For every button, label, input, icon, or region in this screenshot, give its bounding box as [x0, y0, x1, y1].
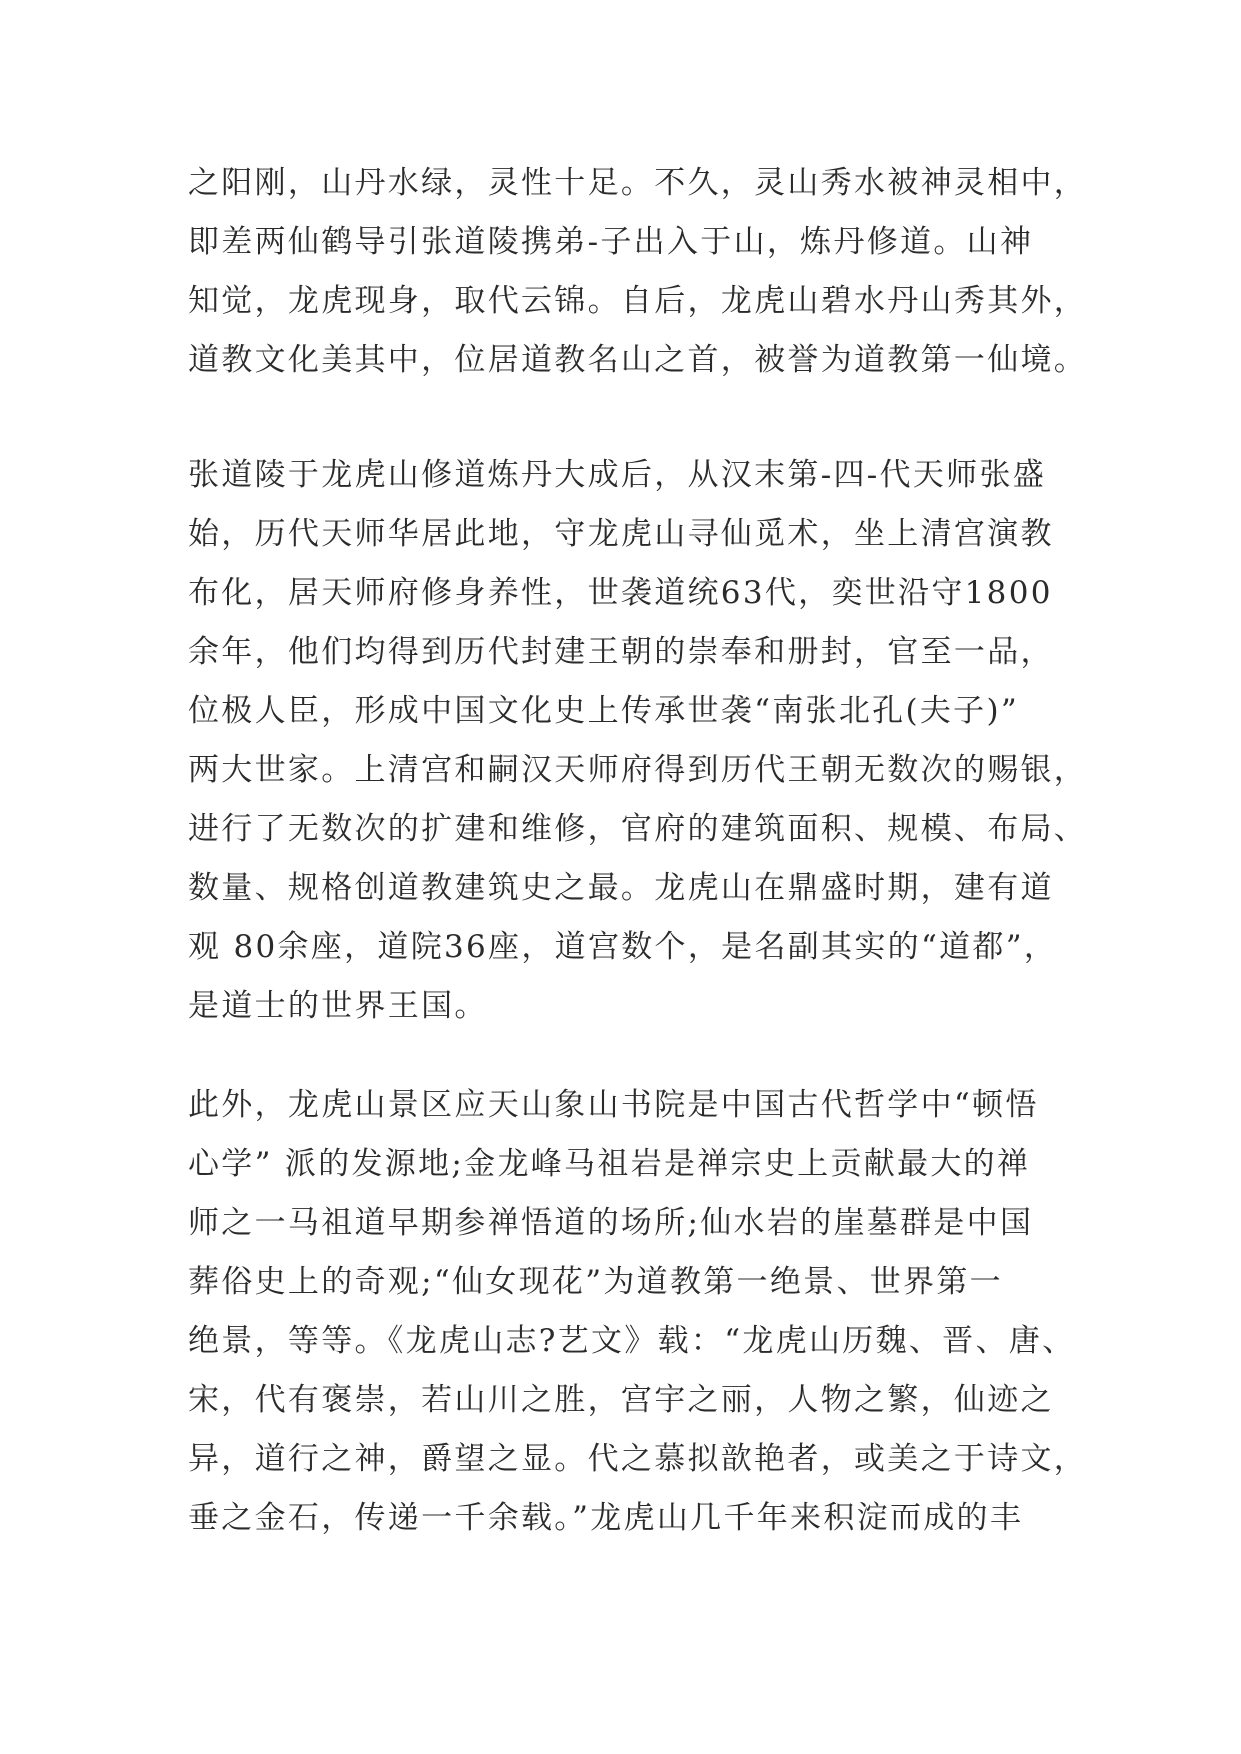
text-line: 师之一马祖道早期参禅悟道的场所;仙水岩的崖墓群是中国 [188, 1205, 1034, 1241]
text-line: 张道陵于龙虎山修道炼丹大成后，从汉末第-四-代天师张盛 [188, 457, 1047, 493]
text-line: 即差两仙鹤导引张道陵携弟-子出入于山，炼丹修道。山神 [188, 224, 1034, 260]
text-line: 宋，代有褒崇，若山川之胜，宫宇之丽，人物之繁，仙迹之 [188, 1382, 1054, 1418]
text-line: 此外，龙虎山景区应天山象山书院是中国古代哲学中“顿悟 [188, 1087, 1039, 1123]
text-line: 进行了无数次的扩建和维修，官府的建筑面积、规模、布局、 [188, 811, 1088, 847]
text-line: 布化，居天师府修身养性，世袭道统63代，奕世沿守1800 [188, 575, 1053, 611]
text-line: 知觉，龙虎现身，取代云锦。自后，龙虎山碧水丹山秀其外， [188, 283, 1088, 319]
text-line: 两大世家。上清宫和嗣汉天师府得到历代王朝无数次的赐银， [188, 752, 1088, 788]
text-line: 心学” 派的发源地;金龙峰马祖岩是禅宗史上贡献最大的禅 [188, 1146, 1031, 1182]
paragraph-1 [188, 154, 1088, 390]
text-line: 位极人臣，形成中国文化史上传承世袭“南张北孔(夫子)” [188, 693, 1019, 729]
text-line: 葬俗史上的奇观;“仙女现花”为道教第一绝景、世界第一 [188, 1264, 1003, 1300]
text-line: 道教文化美其中，位居道教名山之首，被誉为道教第一仙境。 [188, 342, 1088, 378]
text-line: 绝景，等等。《龙虎山志?艺文》载：“龙虎山历魏、晋、唐、 [188, 1323, 1076, 1359]
text-line: 余年，他们均得到历代封建王朝的崇奉和册封，官至一品， [188, 634, 1054, 670]
paragraph-2 [188, 446, 1088, 1036]
text-line: 垂之金石，传递一千余载。”龙虎山几千年来积淀而成的丰 [188, 1500, 1024, 1536]
text-line: 是道士的世界王国。 [188, 988, 488, 1024]
text-line: 异，道行之神，爵望之显。代之慕拟歆艳者，或美之于诗文， [188, 1441, 1088, 1477]
paragraph-3 [188, 1076, 1088, 1548]
text-line: 之阳刚，山丹水绿，灵性十足。不久，灵山秀水被神灵相中， [188, 165, 1088, 201]
text-line: 观 80余座，道院36座，道宫数个，是名副其实的“道都”， [188, 929, 1058, 965]
text-line: 数量、规格创道教建筑史之最。龙虎山在鼎盛时期，建有道 [188, 870, 1054, 906]
text-line: 始，历代天师华居此地，守龙虎山寻仙觅术，坐上清宫演教 [188, 516, 1054, 552]
